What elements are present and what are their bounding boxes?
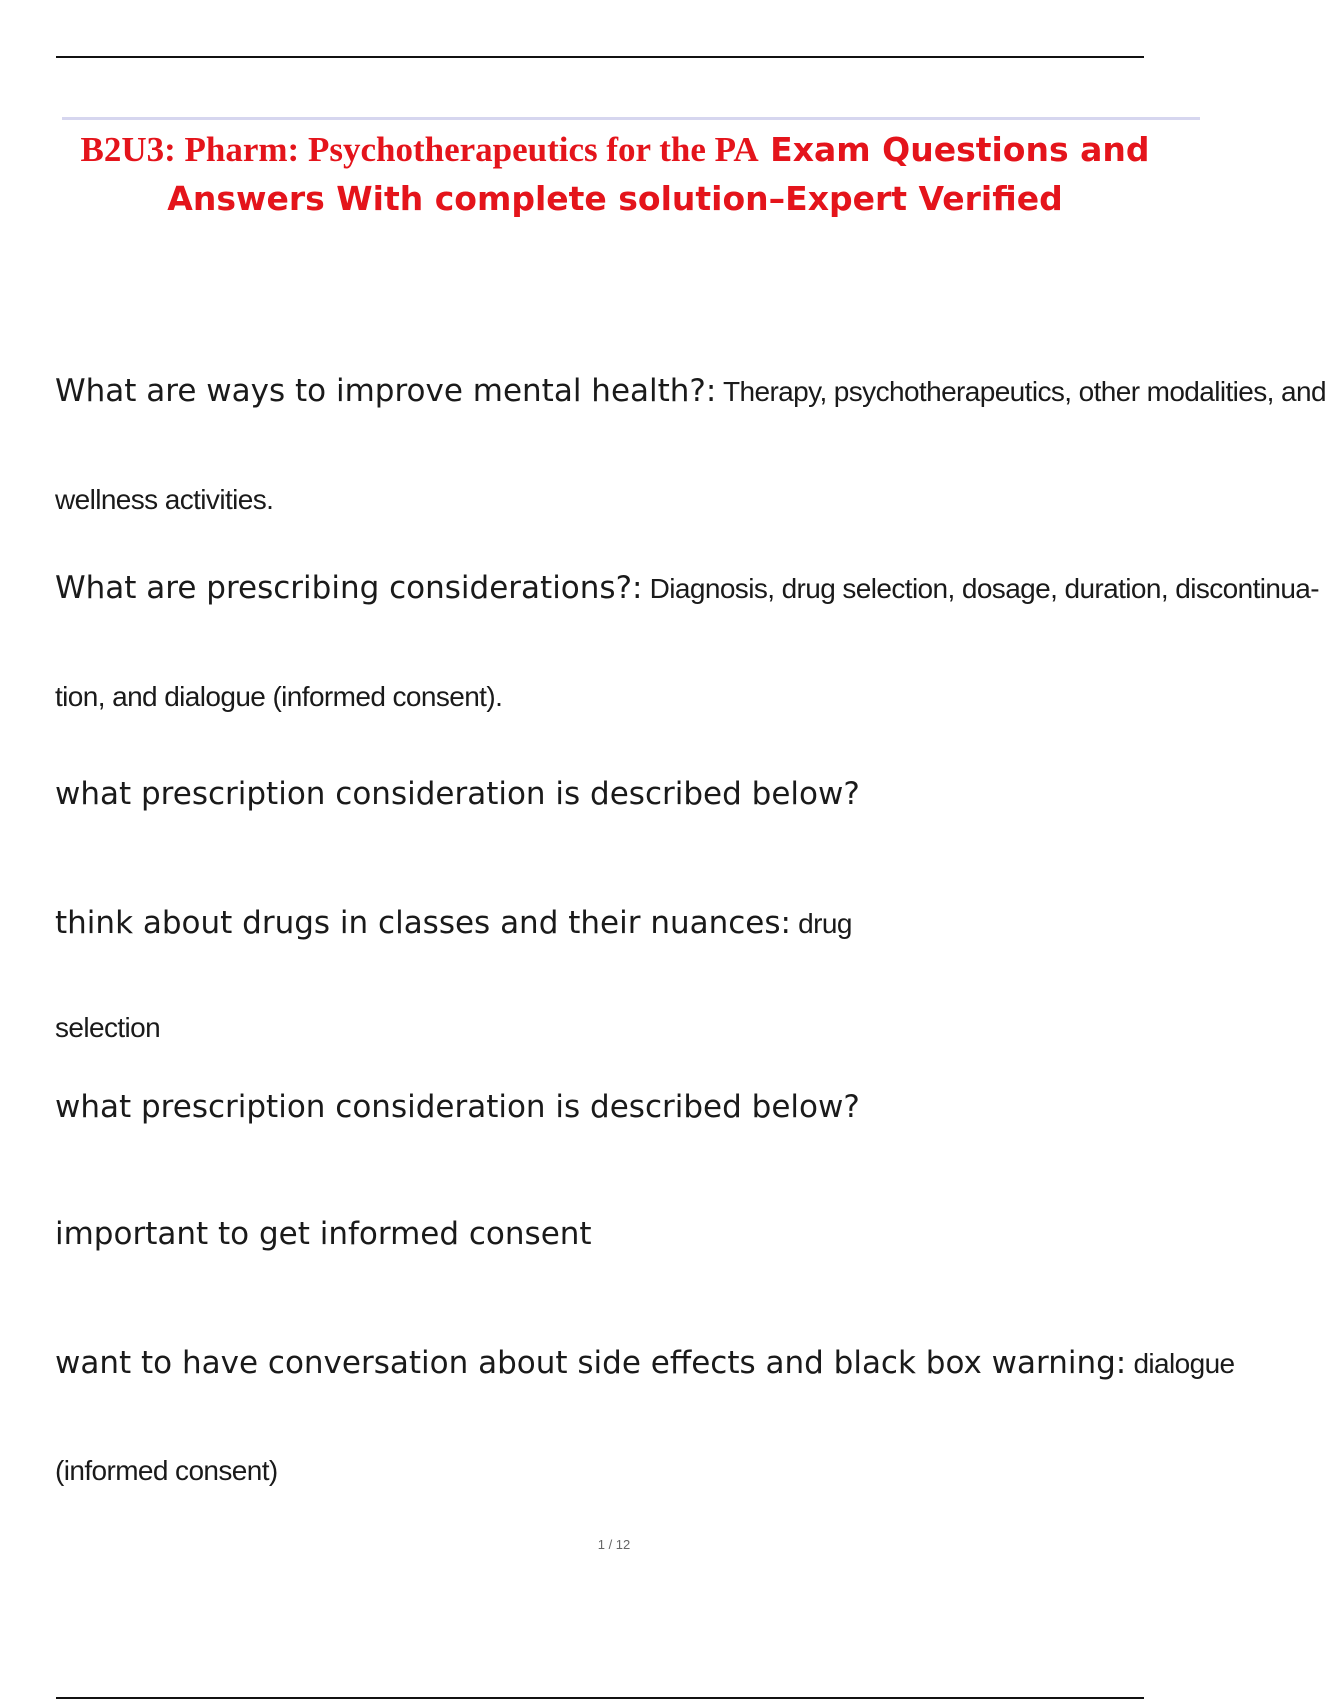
qa-entry-4-line-3 [55,1345,1235,1381]
answer-text: Therapy, psychotherapeutics, other modalities, and [716,376,1326,407]
qa-entry-2-line-1 [55,570,1319,606]
answer-continuation: (informed consent) [55,1455,278,1486]
qa-entry-3-line-2 [55,905,852,941]
header-divider [62,117,1200,120]
answer-text: dialogue [1126,1348,1235,1379]
title-line-2: Answers With complete solution–Expert Verified [167,179,1063,218]
answer-continuation: wellness activities. [55,484,274,515]
question-text: important to get informed consent [55,1216,592,1252]
top-rule [56,56,1144,58]
qa-entry-1-line-1 [55,373,1326,409]
page-number: 1 / 12 [597,1537,631,1552]
title-sans-text: Exam Questions and [758,130,1150,169]
answer-continuation: selection [55,1012,161,1043]
question-text: want to have conversation about side effects and black box warning: [55,1345,1127,1381]
question-text: What are prescribing considerations?: [55,570,643,606]
document-title [60,125,1170,223]
question-text: think about drugs in classes and their nuances: [55,905,791,941]
answer-text: Diagnosis, drug selection, dosage, duration, discontinua- [642,573,1320,604]
title-serif-text: B2U3: Pharm: Psychotherapeutics for the PA [80,130,759,169]
title-line-1 [60,125,1170,174]
answer-text: drug [790,908,852,939]
question-text: what prescription consideration is described below? [55,776,860,812]
question-text: what prescription consideration is described below? [55,1089,860,1125]
question-text: What are ways to improve mental health?: [55,373,717,409]
bottom-rule [56,1697,1144,1699]
answer-continuation: tion, and dialogue (informed consent). [55,681,503,712]
